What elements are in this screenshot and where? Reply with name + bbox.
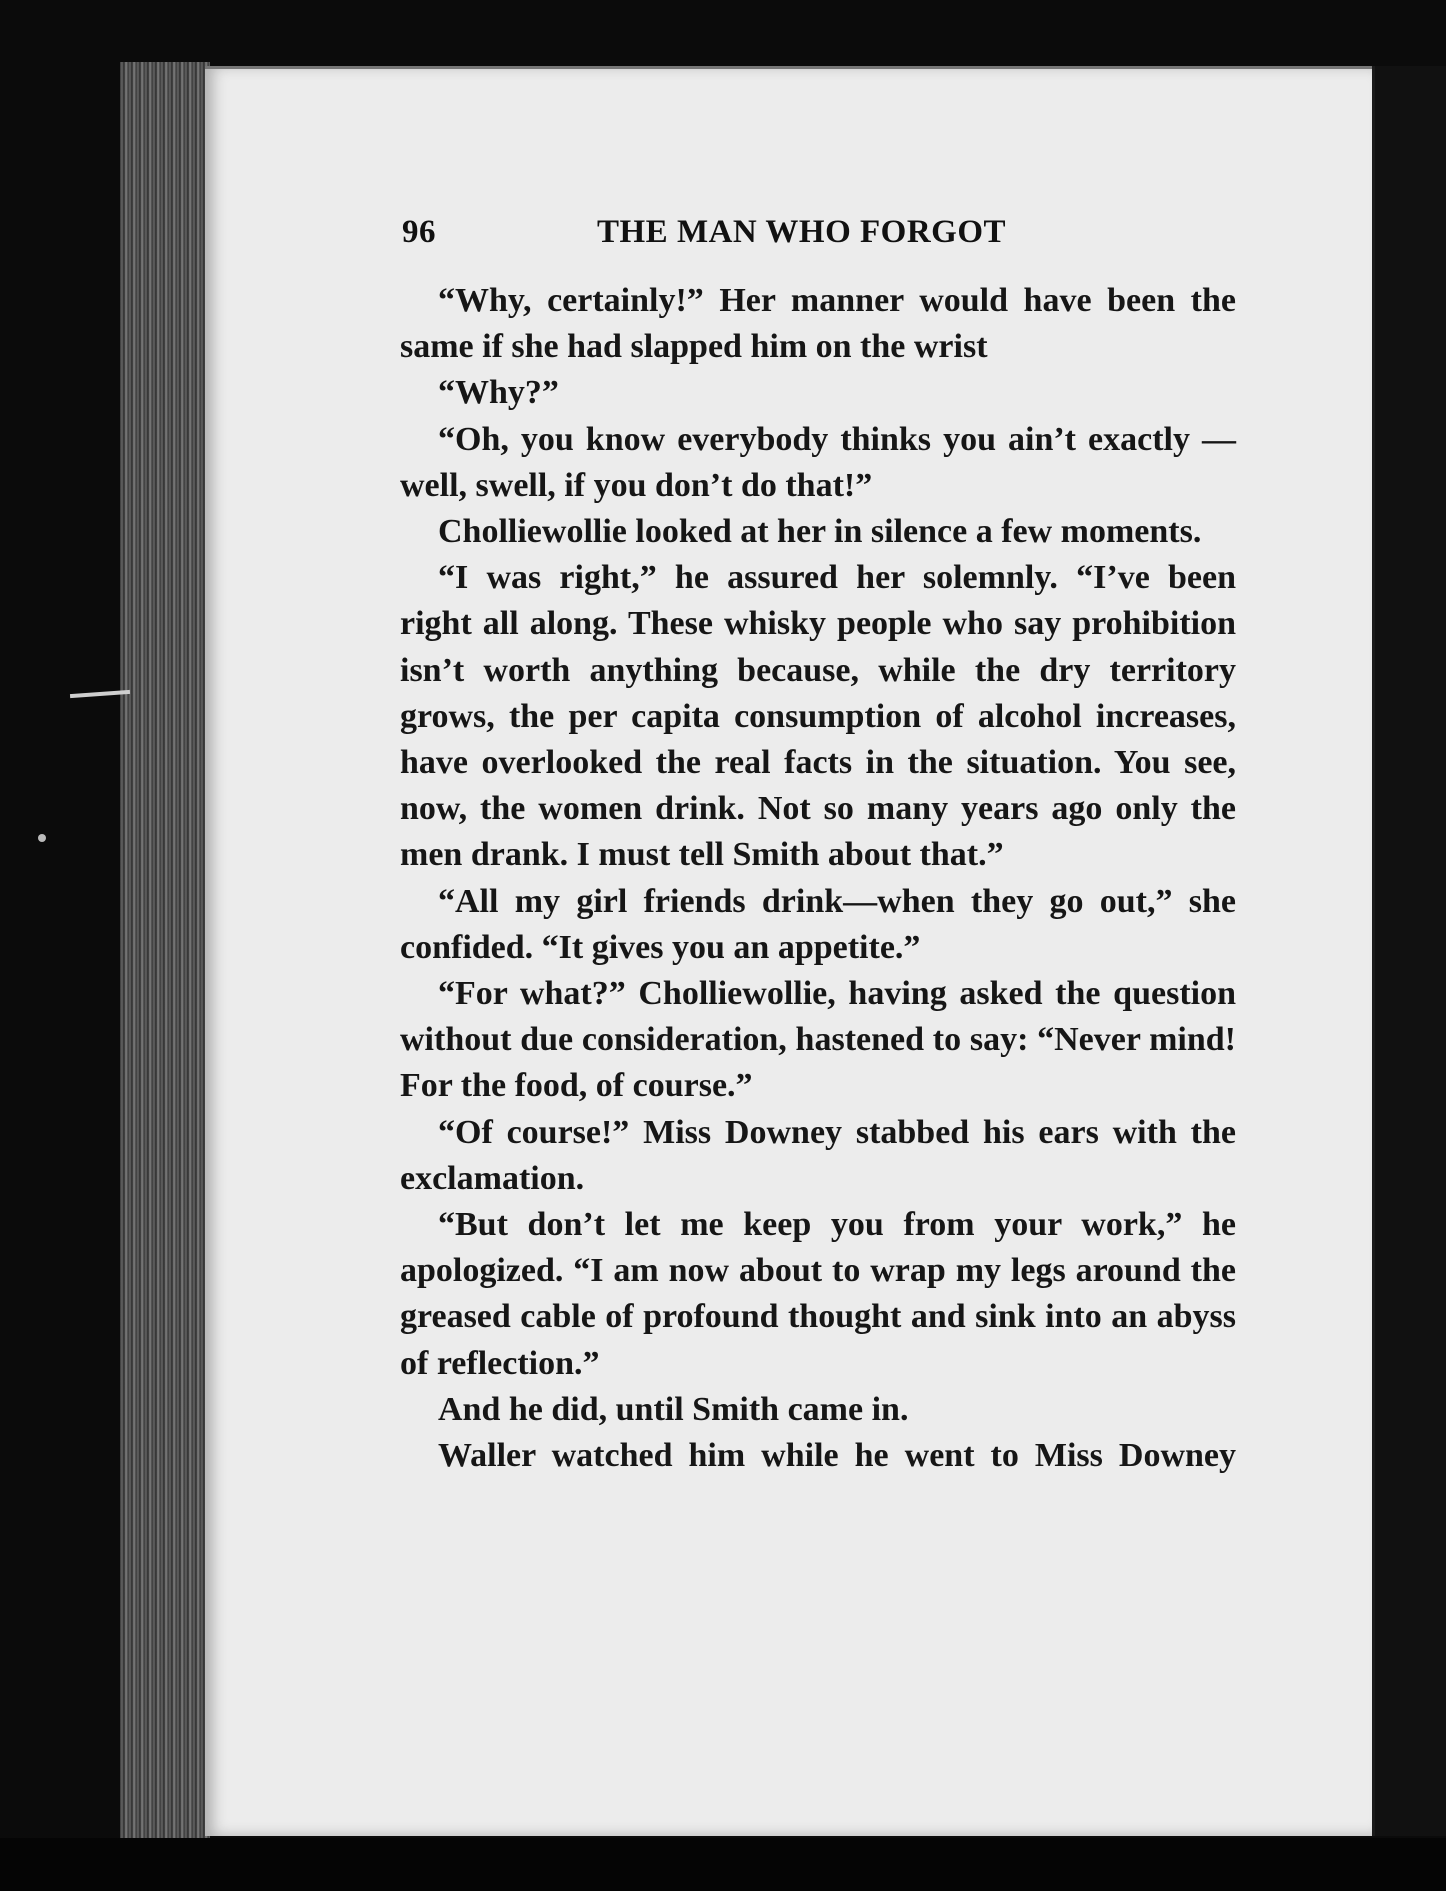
- running-head: [402, 214, 1237, 262]
- scan-background-right: [1375, 66, 1446, 1836]
- page-edge-stack: [120, 62, 210, 1842]
- paragraph: “But don’t let me keep you from your work,” he apologized. “I am now about to wrap my legs around the greased cable of profound thought and sink into an abyss of reflection.”: [400, 1206, 1236, 1382]
- paragraph: Cholliewollie looked at her in silence a few moments.: [438, 513, 1202, 551]
- paragraph: “Oh, you know everybody thinks you ain’t exactly —well, swell, if you don’t do that!”: [400, 420, 1236, 504]
- running-title: THE MAN WHO FORGOT: [597, 214, 1006, 250]
- scan-background-bottom: [0, 1838, 1446, 1891]
- page-top-edge: [205, 66, 1375, 69]
- paragraph: And he did, until Smith came in.: [438, 1390, 909, 1428]
- scan-artifact-dot: [38, 834, 46, 842]
- paragraph: “For what?” Cholliewollie, having asked the question without due consideration, hastened to say: “Never mind! For the food, of course.”: [400, 975, 1236, 1105]
- paragraph: Waller watched him while he went to Miss Downey: [438, 1437, 1236, 1475]
- paragraph: “Why, certainly!” Her manner would have been the same if she had slapped him on the wrist: [400, 282, 1236, 366]
- paragraph: “Of course!” Miss Downey stabbed his ears with the exclamation.: [400, 1113, 1236, 1197]
- page-number: 96: [402, 214, 436, 250]
- body-text: [400, 278, 1236, 1479]
- paragraph: “Why?”: [438, 374, 559, 412]
- paragraph: “I was right,” he assured her solemnly. “I’ve been right all along. These whisky people who say prohibition isn’t worth anything because, while the dry territory grows, the per capita consumption of alcohol increases, have overlooked the real facts in the situation. You see, now, the women drink. Not so many years ago only the men drank. I must tell Smith about that.”: [400, 559, 1236, 874]
- paragraph: “All my girl friends drink—when they go out,” she confided. “It gives you an appetite.”: [400, 882, 1236, 966]
